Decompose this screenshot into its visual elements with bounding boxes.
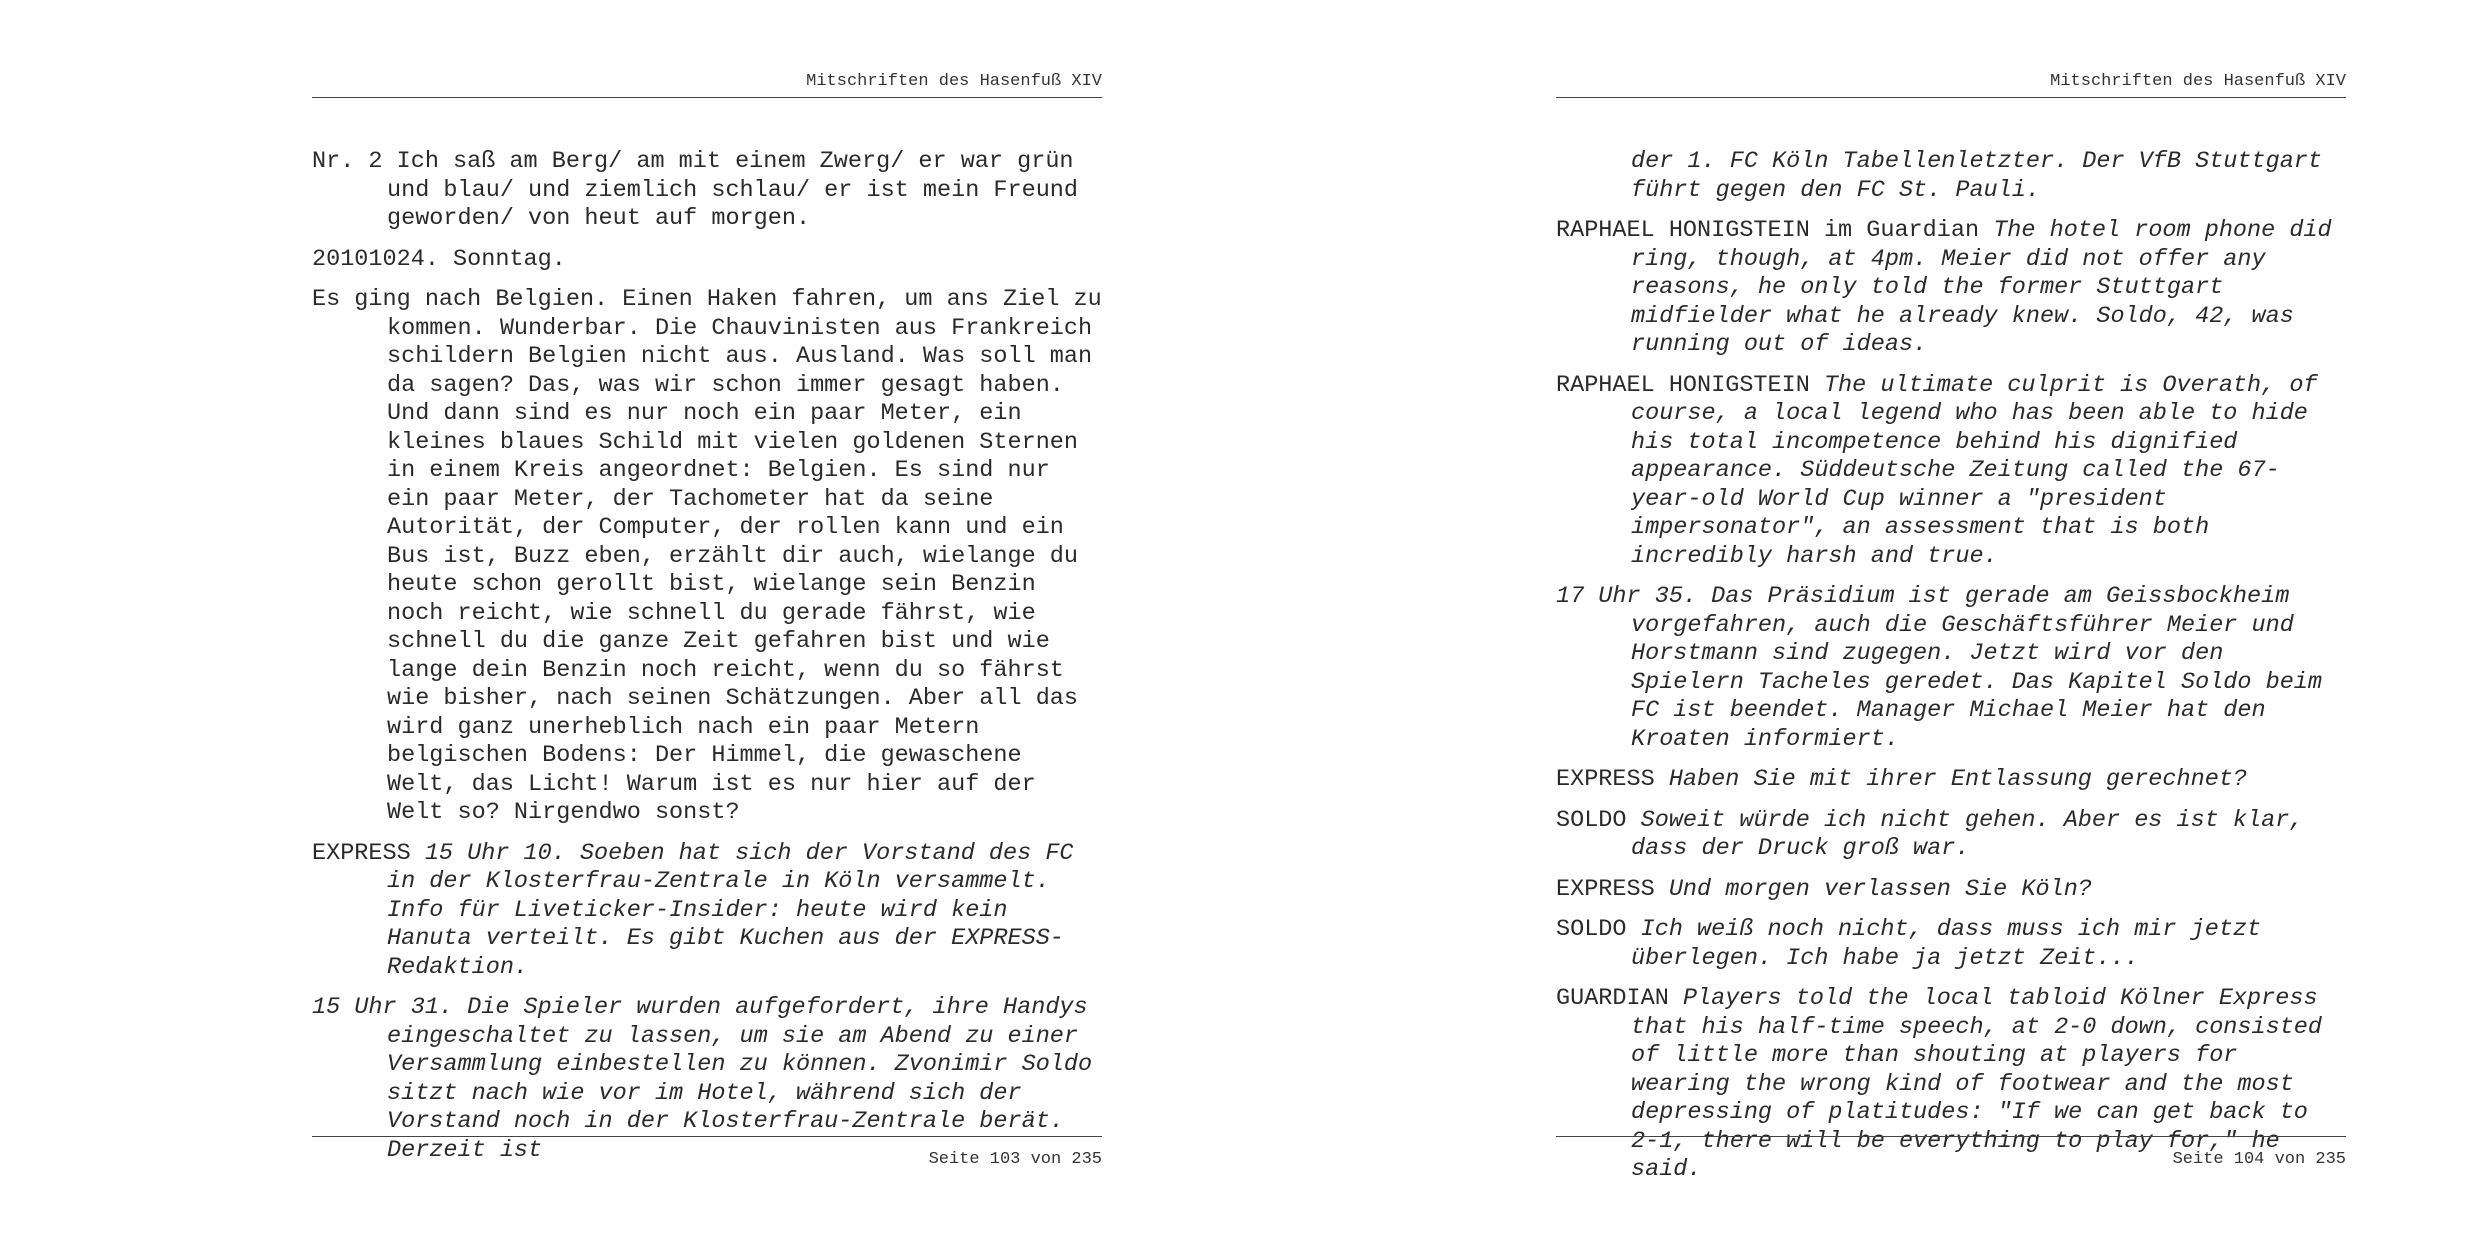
running-header: Mitschriften des Hasenfuß XIV	[2050, 72, 2346, 91]
paragraph: SOLDO Soweit würde ich nicht gehen. Aber es ist klar, dass der Druck groß war.	[1556, 806, 2304, 862]
speaker-label: RAPHAEL HONIGSTEIN	[1556, 371, 1810, 399]
paragraph: EXPRESS Und morgen verlassen Sie Köln?	[1556, 875, 2092, 903]
speaker-label: RAPHAEL HONIGSTEIN im Guardian	[1556, 217, 1980, 244]
paragraph: EXPRESS 15 Uhr 10. Soeben hat sich der Vorstand des FC in der Klosterfrau-Zentrale in Köln versammelt. Info für Liveticker-Insider: heute wird kein Hanuta verteilt. Es gibt Kuchen aus der EXPRESS-Redaktion.	[312, 839, 1074, 981]
speaker-label: EXPRESS	[1556, 766, 1655, 793]
paragraph: SOLDO Ich weiß noch nicht, dass muss ich mir jetzt überlegen. Ich habe ja jetzt Zeit...	[1556, 916, 2262, 972]
paragraph: der 1. FC Köln Tabellenletzter. Der VfB Stuttgart führt gegen den FC St. Pauli.	[1631, 148, 2323, 204]
paragraph: 17 Uhr 35. Das Präsidium ist gerade am Geissbockheim vorgefahren, auch die Geschäftsführer Meier und Horstmann sind zugegen. Jetzt wird vor den Spielern Tacheles geredet. Das Kapitel Soldo beim FC ist beendet. Manager Michael Meier hat den Kroaten informiert.	[1556, 583, 2323, 753]
running-header: Mitschriften des Hasenfuß XIV	[806, 72, 1102, 91]
header-rule	[312, 97, 1102, 98]
paragraph: EXPRESS Haben Sie mit ihrer Entlassung gerechnet?	[1556, 766, 2248, 793]
speaker-label: SOLDO	[1556, 806, 1627, 834]
page-right	[1556, 0, 2346, 1240]
paragraph: Nr. 2 Ich saß am Berg/ am mit einem Zwerg/ er war grün und blau/ und ziemlich schlau/ er ist mein Freund geworden/ von heut auf morgen.	[312, 148, 1079, 232]
header-rule	[1556, 97, 2346, 98]
speaker-label: GUARDIAN	[1556, 985, 1669, 1012]
paragraph: GUARDIAN Players told the local tabloid Kölner Express that his half-time speech, at 2-0 down, consisted of little more than shouting at players for wearing the wrong kind of footwear and the most depressing of platitudes: "If we can get back to 2-1, there will be everything to play for," he said.	[1556, 985, 2323, 1183]
page-footer: Seite 104 von 235	[2172, 1150, 2346, 1169]
speaker-label: SOLDO	[1556, 916, 1627, 943]
page-body	[312, 148, 1102, 1177]
paragraph: RAPHAEL HONIGSTEIN The ultimate culprit is Overath, of course, a local legend who has been able to hide his total incompetence behind his dignified appearance. Süddeutsche Zeitung called the 67-year-old World Cup winner a "president impersonator", an assessment that is both incredibly harsh and true.	[1556, 371, 2318, 570]
speaker-label: EXPRESS	[312, 839, 411, 867]
page-footer: Seite 103 von 235	[928, 1150, 1102, 1169]
paragraph: Es ging nach Belgien. Einen Haken fahren, um ans Ziel zu kommen. Wunderbar. Die Chauvinisten aus Frankreich schildern Belgien nicht aus. Ausland. Was soll man da sagen? Das, was wir schon immer gesagt haben. Und dann sind es nur noch ein paar Meter, ein kleines blaues Schild mit vielen goldenen Sternen in einem Kreis angeordnet: Belgien. Es sind nur ein paar Meter, der Tachometer hat da seine Autorität, der Computer, der rollen kann und ein Bus ist, Buzz eben, erzählt dir auch, wielange du heute schon gerollt bist, wielange sein Benzin noch reicht, wie schnell du gerade fährst, wie schnell du die ganze Zeit gefahren bist und wie lange dein Benzin noch reicht, wenn du so fährst wie bisher, nach seinen Schätzungen. Aber all das wird ganz unerheblich nach ein paar Metern belgischen Bodens: Der Himmel, die gewaschene Welt, das Licht! Warum ist es nur hier auf der Welt so? Nirgendwo sonst?	[312, 286, 1102, 826]
footer-rule	[312, 1136, 1102, 1137]
footer-rule	[1556, 1136, 2346, 1137]
page-body	[1556, 148, 2346, 1197]
paragraph: RAPHAEL HONIGSTEIN im Guardian The hotel room phone did ring, though, at 4pm. Meier did not offer any reasons, he only told the former Stuttgart midfielder what he already knew. Soldo, 42, was running out of ideas.	[1556, 217, 2332, 358]
page-left	[312, 0, 1102, 1240]
paragraph: 20101024. Sonntag.	[312, 245, 566, 273]
paragraph: 15 Uhr 31. Die Spieler wurden aufgefordert, ihre Handys eingeschaltet zu lassen, um sie am Abend zu einer Versammlung einbestellen zu können. Zvonimir Soldo sitzt nach wie vor im Hotel, während sich der Vorstand noch in der Klosterfrau-Zentrale berät. Derzeit ist	[312, 994, 1093, 1164]
speaker-label: EXPRESS	[1556, 875, 1655, 903]
